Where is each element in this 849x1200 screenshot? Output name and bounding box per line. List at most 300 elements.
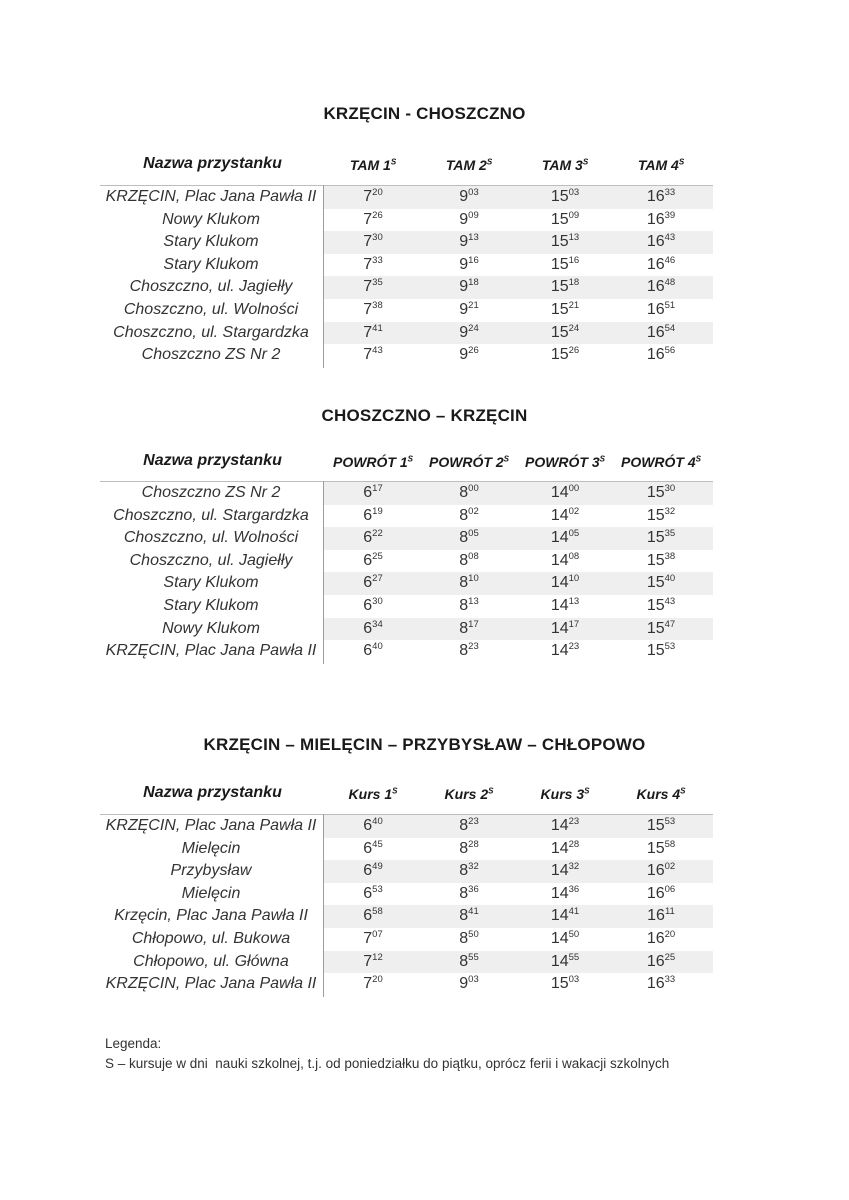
time-minute: 58 — [664, 838, 676, 850]
section-title: KRZĘCIN - CHOSZCZNO — [323, 104, 526, 123]
time-hour: 7 — [363, 188, 373, 205]
table-row — [100, 883, 713, 906]
departure-time — [613, 505, 709, 527]
departure-time — [517, 595, 613, 617]
legend-title: Legenda: — [105, 1036, 162, 1051]
header-column-label: Kurs 2 — [444, 786, 489, 802]
time-minute: 43 — [664, 232, 676, 244]
departure-time — [517, 640, 613, 662]
table-row — [100, 928, 713, 951]
departure-time — [517, 322, 613, 344]
table-row — [100, 572, 713, 595]
column-divider — [323, 814, 324, 997]
stop-name: Choszczno, ul. Jagiełły — [129, 551, 293, 569]
departure-time — [517, 186, 613, 208]
column-divider — [323, 185, 324, 368]
time-minute: 02 — [664, 861, 676, 873]
header-column-sup: S — [678, 157, 685, 167]
time-hour: 6 — [363, 862, 373, 880]
table-row — [100, 860, 713, 883]
time-hour: 15 — [646, 506, 665, 524]
header-column — [517, 454, 613, 470]
departure-time — [613, 905, 709, 927]
time-hour: 8 — [459, 506, 469, 524]
time-minute: 35 — [664, 528, 676, 540]
table-row — [100, 838, 713, 861]
time-minute: 41 — [468, 906, 479, 918]
header-column-sup: S — [407, 454, 413, 464]
time-minute: 11 — [664, 906, 675, 918]
table-row — [100, 550, 713, 573]
time-hour: 14 — [550, 839, 569, 857]
header-column-label: Kurs 3 — [540, 786, 585, 802]
time-minute: 38 — [664, 550, 676, 562]
header-column-label: Kurs 4 — [636, 786, 681, 802]
table-row — [100, 482, 713, 505]
time-hour: 14 — [550, 619, 569, 637]
departure-time — [517, 883, 613, 905]
time-hour: 9 — [459, 255, 469, 273]
table-row — [100, 254, 713, 277]
header-column — [517, 786, 613, 802]
table-row — [100, 299, 713, 322]
time-minute: 45 — [372, 838, 383, 850]
time-minute: 02 — [568, 505, 580, 517]
time-hour: 16 — [646, 862, 665, 880]
table-row — [100, 640, 713, 663]
time-hour: 6 — [363, 506, 373, 524]
table-row — [100, 973, 713, 996]
header-column-label: POWRÓT 3 — [524, 454, 600, 470]
departure-time — [325, 550, 421, 572]
time-minute: 21 — [568, 300, 580, 311]
departure-time — [325, 572, 421, 594]
time-minute: 12 — [372, 951, 383, 963]
time-minute: 26 — [372, 209, 383, 221]
departure-time — [613, 209, 709, 231]
time-hour: 15 — [646, 551, 665, 569]
departure-time — [517, 299, 613, 321]
time-hour: 14 — [550, 551, 569, 569]
departure-time — [613, 344, 709, 366]
time-hour: 9 — [459, 233, 469, 251]
table-row — [100, 618, 713, 641]
time-minute: 40 — [372, 641, 383, 653]
time-minute: 16 — [568, 254, 580, 266]
time-hour: 15 — [646, 619, 665, 637]
departure-time — [421, 322, 517, 344]
departure-time — [325, 973, 421, 995]
header-column — [613, 454, 709, 470]
departure-time — [517, 973, 613, 995]
time-minute: 47 — [664, 618, 676, 630]
time-minute: 13 — [468, 232, 479, 244]
departure-time — [325, 186, 421, 208]
time-hour: 8 — [459, 884, 469, 902]
time-hour: 16 — [646, 188, 665, 205]
time-hour: 15 — [646, 642, 665, 660]
time-hour: 7 — [363, 255, 373, 273]
departure-time — [325, 883, 421, 905]
header-column — [421, 157, 517, 173]
time-minute: 23 — [568, 641, 580, 653]
departure-time — [613, 482, 709, 504]
header-column-sup: S — [582, 157, 589, 167]
time-hour: 6 — [363, 551, 373, 569]
header-stop-name: Nazwa przystanku — [143, 452, 282, 469]
time-minute: 41 — [568, 906, 580, 918]
time-minute: 39 — [664, 209, 676, 221]
departure-time — [613, 618, 709, 640]
time-hour: 15 — [646, 484, 665, 501]
time-hour: 9 — [459, 301, 469, 318]
time-hour: 14 — [550, 907, 569, 925]
time-minute: 03 — [468, 187, 479, 198]
time-minute: 19 — [372, 505, 383, 517]
time-minute: 02 — [468, 505, 479, 517]
departure-time — [517, 838, 613, 860]
time-minute: 49 — [372, 861, 383, 873]
time-hour: 7 — [363, 952, 373, 970]
stop-name: Stary Klukom — [163, 255, 259, 273]
departure-time — [325, 344, 421, 366]
time-hour: 6 — [363, 574, 373, 592]
stop-name: Stary Klukom — [163, 597, 259, 614]
time-hour: 6 — [363, 817, 373, 834]
time-hour: 15 — [550, 255, 569, 273]
time-hour: 9 — [459, 210, 469, 228]
header-column-sup: S — [503, 454, 509, 464]
header-column-label: POWRÓT 1 — [332, 454, 408, 470]
table-row — [100, 595, 713, 618]
time-minute: 18 — [568, 277, 580, 289]
stop-name: Choszczno, ul. Wolności — [123, 529, 299, 547]
time-minute: 28 — [468, 838, 479, 850]
time-hour: 6 — [363, 484, 373, 501]
departure-time — [325, 860, 421, 882]
time-hour: 14 — [550, 930, 569, 947]
time-minute: 43 — [664, 596, 676, 607]
time-hour: 8 — [459, 952, 469, 970]
time-minute: 53 — [664, 816, 676, 827]
stop-name: Choszczno, ul. Stargardzka — [113, 506, 309, 524]
time-hour: 15 — [646, 529, 665, 547]
header-column-sup: S — [680, 786, 686, 796]
time-minute: 58 — [372, 906, 383, 918]
stop-name: Stary Klukom — [163, 233, 259, 251]
stop-name: Choszczno, ul. Jagiełły — [129, 278, 293, 296]
time-hour: 7 — [363, 301, 373, 318]
departure-time — [325, 928, 421, 950]
time-hour: 15 — [550, 210, 569, 228]
table-row — [100, 344, 713, 367]
departure-time — [517, 928, 613, 950]
header-column — [325, 157, 421, 173]
time-minute: 05 — [468, 528, 479, 540]
time-hour: 15 — [550, 233, 569, 251]
table-header — [0, 155, 849, 179]
time-minute: 17 — [568, 618, 580, 630]
departure-time — [421, 527, 517, 549]
timetable — [100, 185, 713, 366]
table-row — [100, 231, 713, 254]
time-hour: 16 — [646, 952, 665, 970]
time-minute: 22 — [372, 528, 383, 540]
departure-time — [613, 186, 709, 208]
time-hour: 16 — [646, 210, 665, 228]
time-minute: 50 — [568, 929, 580, 940]
time-hour: 8 — [459, 862, 469, 880]
stop-name: Mielęcin — [181, 839, 241, 857]
time-hour: 14 — [550, 484, 569, 501]
time-hour: 15 — [646, 597, 665, 614]
departure-time — [421, 860, 517, 882]
header-column-label: TAM 3 — [541, 157, 583, 173]
stop-name: KRZĘCIN, Plac Jana Pawła II — [105, 642, 317, 660]
time-hour: 14 — [550, 862, 569, 880]
departure-time — [421, 815, 517, 837]
time-minute: 03 — [568, 187, 580, 198]
departure-time — [613, 860, 709, 882]
departure-time — [325, 482, 421, 504]
time-hour: 8 — [459, 597, 469, 614]
time-hour: 9 — [459, 278, 469, 296]
time-minute: 13 — [568, 596, 580, 607]
time-minute: 23 — [468, 816, 479, 827]
departure-time — [325, 815, 421, 837]
time-hour: 6 — [363, 597, 373, 614]
header-column — [421, 454, 517, 470]
departure-time — [325, 595, 421, 617]
stop-name: Mielęcin — [181, 884, 241, 902]
table-row — [100, 209, 713, 232]
time-minute: 40 — [372, 816, 383, 827]
time-minute: 50 — [468, 929, 479, 940]
header-column — [421, 786, 517, 802]
time-minute: 26 — [568, 345, 580, 357]
header-column-sup: S — [488, 786, 494, 796]
time-minute: 17 — [468, 618, 479, 630]
table-header — [0, 784, 849, 808]
departure-time — [325, 254, 421, 276]
time-hour: 8 — [459, 642, 469, 660]
departure-time — [421, 883, 517, 905]
time-minute: 30 — [372, 596, 383, 607]
time-hour: 14 — [550, 642, 569, 660]
departure-time — [517, 905, 613, 927]
departure-time — [613, 299, 709, 321]
stop-name: Stary Klukom — [163, 574, 259, 592]
time-minute: 48 — [664, 277, 676, 289]
header-column-label: TAM 2 — [445, 157, 487, 173]
departure-time — [613, 815, 709, 837]
departure-time — [613, 951, 709, 973]
time-minute: 20 — [372, 974, 383, 986]
departure-time — [325, 231, 421, 253]
time-hour: 15 — [550, 188, 569, 205]
time-minute: 03 — [468, 974, 479, 986]
time-minute: 13 — [468, 596, 479, 607]
time-hour: 16 — [646, 930, 665, 947]
time-hour: 16 — [646, 975, 665, 993]
departure-time — [517, 618, 613, 640]
time-minute: 21 — [468, 300, 479, 311]
header-column-label: Kurs 1 — [348, 786, 393, 802]
departure-time — [517, 209, 613, 231]
departure-time — [517, 254, 613, 276]
time-hour: 15 — [550, 975, 569, 993]
time-minute: 32 — [568, 861, 580, 873]
departure-time — [325, 276, 421, 298]
departure-time — [421, 618, 517, 640]
stop-name: Choszczno ZS Nr 2 — [141, 346, 281, 364]
section-title: KRZĘCIN – MIELĘCIN – PRZYBYSŁAW – CHŁOPOWO — [203, 735, 646, 754]
time-minute: 18 — [468, 277, 479, 289]
time-hour: 7 — [363, 233, 373, 251]
header-column-sup: S — [695, 454, 701, 464]
time-hour: 14 — [550, 952, 569, 970]
time-hour: 16 — [646, 884, 665, 902]
time-hour: 6 — [363, 642, 373, 660]
time-minute: 20 — [664, 929, 676, 940]
time-hour: 15 — [550, 346, 569, 364]
time-hour: 14 — [550, 506, 569, 524]
departure-time — [325, 838, 421, 860]
time-minute: 24 — [568, 322, 580, 334]
departure-time — [325, 951, 421, 973]
time-minute: 10 — [468, 573, 479, 585]
header-column-label: POWRÓT 2 — [428, 454, 504, 470]
time-minute: 26 — [468, 345, 479, 357]
time-minute: 46 — [664, 254, 676, 266]
time-hour: 9 — [459, 188, 469, 205]
departure-time — [613, 276, 709, 298]
time-minute: 10 — [568, 573, 580, 585]
departure-time — [421, 209, 517, 231]
time-minute: 33 — [664, 974, 676, 986]
time-minute: 33 — [664, 187, 676, 198]
departure-time — [421, 344, 517, 366]
time-minute: 55 — [568, 951, 580, 963]
time-hour: 14 — [550, 817, 569, 834]
time-minute: 16 — [468, 254, 479, 266]
time-minute: 20 — [372, 187, 383, 198]
departure-time — [517, 550, 613, 572]
time-minute: 33 — [372, 254, 383, 266]
departure-time — [517, 505, 613, 527]
time-minute: 07 — [372, 929, 383, 940]
time-minute: 23 — [468, 641, 479, 653]
time-hour: 15 — [646, 839, 665, 857]
time-hour: 8 — [459, 484, 469, 501]
departure-time — [517, 860, 613, 882]
header-column — [613, 157, 709, 173]
time-hour: 8 — [459, 907, 469, 925]
table-row — [100, 322, 713, 345]
departure-time — [325, 322, 421, 344]
departure-time — [613, 254, 709, 276]
time-hour: 16 — [646, 233, 665, 251]
stop-name: Choszczno ZS Nr 2 — [141, 484, 281, 501]
time-minute: 36 — [568, 883, 580, 895]
stop-name: KRZĘCIN, Plac Jana Pawła II — [105, 188, 317, 205]
time-minute: 30 — [664, 483, 676, 494]
header-column-label: TAM 1 — [349, 157, 391, 173]
stop-name: KRZĘCIN, Plac Jana Pawła II — [105, 975, 317, 993]
time-hour: 16 — [646, 278, 665, 296]
time-hour: 8 — [459, 529, 469, 547]
section-title: CHOSZCZNO – KRZĘCIN — [321, 406, 528, 425]
departure-time — [421, 299, 517, 321]
header-column-label: TAM 4 — [637, 157, 679, 173]
time-hour: 16 — [646, 346, 665, 364]
header-column-sup: S — [584, 786, 590, 796]
time-hour: 15 — [550, 301, 569, 318]
departure-time — [421, 973, 517, 995]
departure-time — [613, 928, 709, 950]
header-column-sup: S — [392, 786, 398, 796]
header-stop-name: Nazwa przystanku — [143, 155, 282, 172]
time-hour: 6 — [363, 907, 373, 925]
time-minute: 41 — [372, 322, 383, 334]
table-row — [100, 905, 713, 928]
header-column-sup: S — [599, 454, 605, 464]
departure-time — [613, 838, 709, 860]
departure-time — [517, 951, 613, 973]
time-minute: 32 — [664, 505, 676, 517]
time-minute: 54 — [664, 322, 676, 334]
time-minute: 25 — [372, 550, 383, 562]
stop-name: Przybysław — [170, 862, 252, 880]
time-minute: 00 — [468, 483, 479, 494]
time-hour: 6 — [363, 619, 373, 637]
time-minute: 03 — [568, 974, 580, 986]
time-hour: 8 — [459, 619, 469, 637]
time-minute: 17 — [372, 483, 383, 494]
time-minute: 35 — [372, 277, 383, 289]
departure-time — [325, 905, 421, 927]
time-hour: 15 — [646, 574, 665, 592]
departure-time — [613, 595, 709, 617]
departure-time — [613, 572, 709, 594]
time-hour: 8 — [459, 574, 469, 592]
departure-time — [421, 276, 517, 298]
stop-name: Krzęcin, Plac Jana Pawła II — [114, 907, 308, 925]
departure-time — [325, 640, 421, 662]
departure-time — [517, 344, 613, 366]
departure-time — [517, 482, 613, 504]
stop-name: Nowy Klukom — [162, 619, 260, 637]
time-minute: 32 — [468, 861, 479, 873]
time-hour: 7 — [363, 323, 373, 341]
departure-time — [325, 209, 421, 231]
time-hour: 9 — [459, 346, 469, 364]
header-column — [325, 454, 421, 470]
time-hour: 6 — [363, 529, 373, 547]
departure-time — [517, 815, 613, 837]
header-column — [325, 786, 421, 802]
time-hour: 16 — [646, 323, 665, 341]
time-minute: 43 — [372, 345, 383, 357]
time-hour: 7 — [363, 930, 373, 947]
time-minute: 08 — [468, 550, 479, 562]
header-column-label: POWRÓT 4 — [620, 454, 696, 470]
time-hour: 15 — [550, 278, 569, 296]
stop-name: Chłopowo, ul. Główna — [133, 952, 289, 970]
time-hour: 16 — [646, 301, 665, 318]
table-row — [100, 186, 713, 209]
departure-time — [421, 928, 517, 950]
